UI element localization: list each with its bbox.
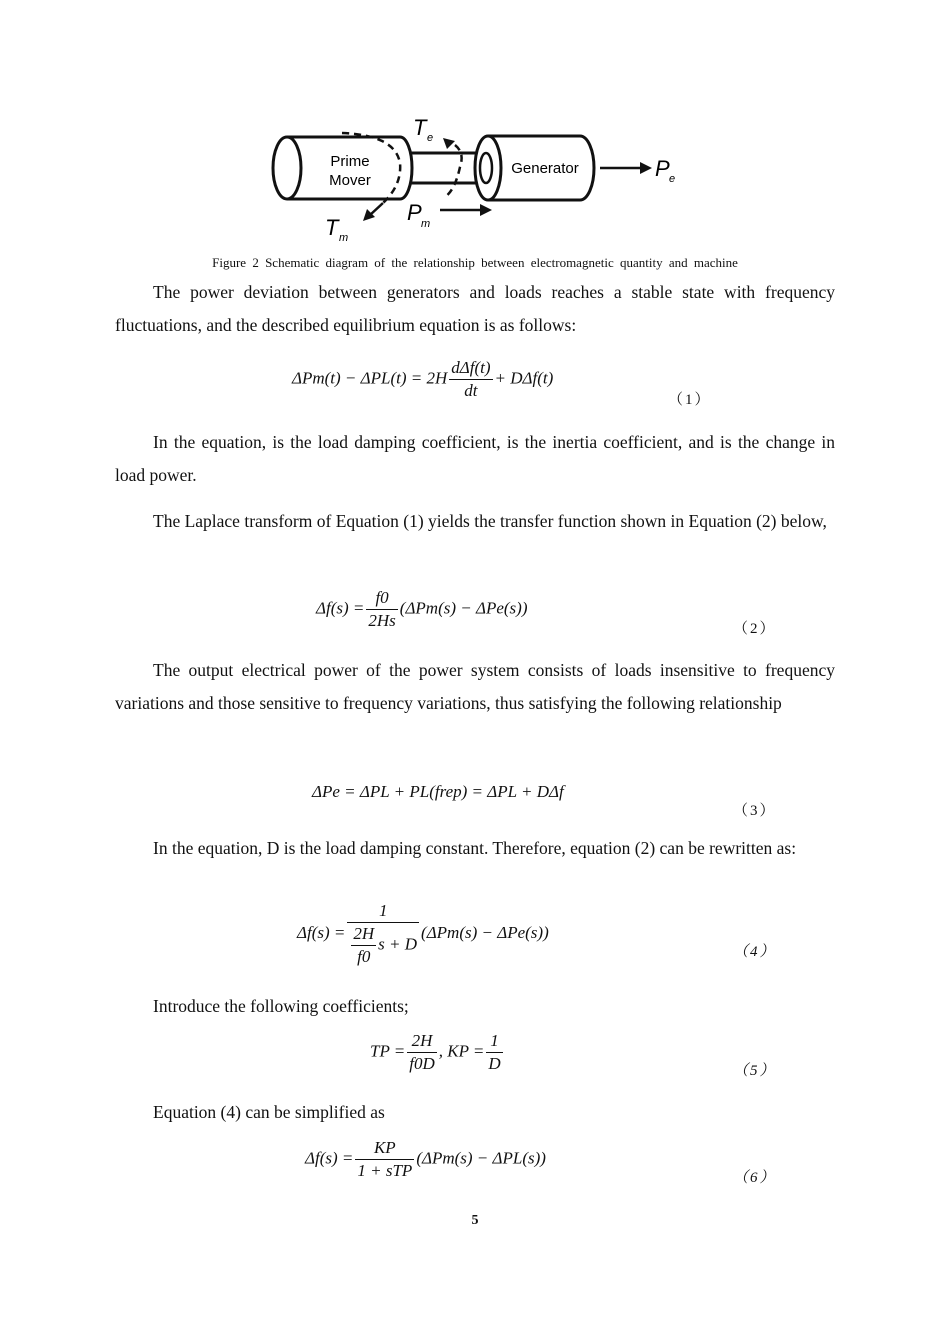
equation-4 <box>297 900 549 968</box>
equation-3: ΔPe = ΔPL + PL(frep) = ΔPL + DΔf <box>312 782 564 801</box>
eq4-lhs: Δf(s) = <box>297 922 346 942</box>
te-label: T <box>413 115 427 140</box>
eq4-denominator-tail: s + D <box>378 934 418 954</box>
eq6-denominator: 1 + sTP <box>357 1161 413 1180</box>
pm-label: P <box>407 200 422 225</box>
paragraph-2: In the equation, is the load damping coefficient, is the inertia coefficient, and is the change in load power. <box>115 432 835 485</box>
pm-subscript: m <box>421 218 431 230</box>
eq2-fraction <box>366 587 397 632</box>
equation-6 <box>305 1137 546 1182</box>
page-number: 5 <box>471 1213 479 1228</box>
eq1-fraction <box>449 357 492 402</box>
eq5-numerator-2: 1 <box>486 1030 502 1053</box>
eq5-fraction-1 <box>407 1030 437 1075</box>
tm-subscript: m <box>339 232 349 244</box>
eq4-numerator: 1 <box>347 900 419 923</box>
eq4-denominator <box>347 923 419 968</box>
paragraph-1: The power deviation between generators and loads reaches a stable state with frequency fluctuations, and the described equilibrium equation is as follows: <box>115 282 835 335</box>
equation-3-number: （3） <box>733 803 777 819</box>
pe-label: P <box>655 156 670 181</box>
paragraph-4: The output electrical power of the power system consists of loads insensitive to frequency variations and those sensitive to frequency variations, thus satisfying the following relationship <box>115 660 835 713</box>
eq4-inner-fraction <box>351 923 376 968</box>
eq5-lhs: TP = <box>370 1041 406 1061</box>
equation-4-number: （4） <box>733 944 777 960</box>
eq6-numerator: KP <box>355 1137 414 1160</box>
eq4-inner-numerator: 2H <box>351 923 376 946</box>
eq5-denominator-2: D <box>488 1054 501 1073</box>
equation-1-number: （1） <box>668 392 712 408</box>
te-subscript: e <box>427 132 434 144</box>
generator-label: Generator <box>511 160 579 177</box>
equation-1 <box>292 357 553 402</box>
eq4-fraction <box>347 900 419 968</box>
te-arrow-head <box>443 138 455 149</box>
eq6-rhs: (ΔPm(s) − ΔPL(s)) <box>416 1148 546 1168</box>
eq5-numerator-1: 2H <box>407 1030 437 1053</box>
eq1-numerator: dΔf(t) <box>449 357 492 380</box>
prime-mover-label-2: Mover <box>329 172 371 189</box>
pm-arrow-head <box>480 204 492 216</box>
eq1-rhs: + DΔf(t) <box>494 368 554 388</box>
eq2-lhs: Δf(s) = <box>316 598 365 618</box>
prime-mover-front-face <box>273 137 301 199</box>
eq6-fraction <box>355 1137 414 1182</box>
pe-arrow-head <box>640 162 652 174</box>
eq2-numerator: f0 <box>366 587 397 610</box>
eq5-separator: , KP = <box>438 1041 485 1061</box>
paragraph-6: Introduce the following coefficients; <box>153 996 409 1016</box>
tm-arrow-line <box>370 203 383 215</box>
prime-mover-label-1: Prime <box>330 153 370 170</box>
equation-6-number: （6） <box>733 1170 777 1186</box>
eq2-rhs: (ΔPm(s) − ΔPe(s)) <box>399 598 528 618</box>
pe-subscript: e <box>669 173 676 185</box>
eq5-denominator-1: f0D <box>409 1054 435 1073</box>
equation-2-number: （2） <box>733 621 777 637</box>
paragraph-5: In the equation, D is the load damping constant. Therefore, equation (2) can be rewritten as: <box>153 838 797 858</box>
equation-5 <box>370 1030 505 1075</box>
paragraph-3: The Laplace transform of Equation (1) yields the transfer function shown in Equation (2) below, <box>153 511 827 531</box>
eq5-fraction-2 <box>486 1030 502 1075</box>
figure-caption: Figure 2 Schematic diagram of the relationship between electromagnetic quantity and machine <box>212 255 738 270</box>
eq4-rhs: (ΔPm(s) − ΔPe(s)) <box>421 922 549 942</box>
eq1-denominator: dt <box>464 381 478 400</box>
equation-5-number: （5） <box>733 1063 777 1079</box>
paragraph-7: Equation (4) can be simplified as <box>153 1102 385 1122</box>
eq1-lhs: ΔPm(t) − ΔPL(t) = 2H <box>292 368 448 388</box>
equation-2 <box>316 587 528 632</box>
machine-schematic-figure <box>255 105 695 250</box>
eq4-inner-denominator: f0 <box>357 947 371 966</box>
eq6-lhs: Δf(s) = <box>305 1148 354 1168</box>
tm-label: T <box>325 215 339 240</box>
eq2-denominator: 2Hs <box>368 611 396 630</box>
